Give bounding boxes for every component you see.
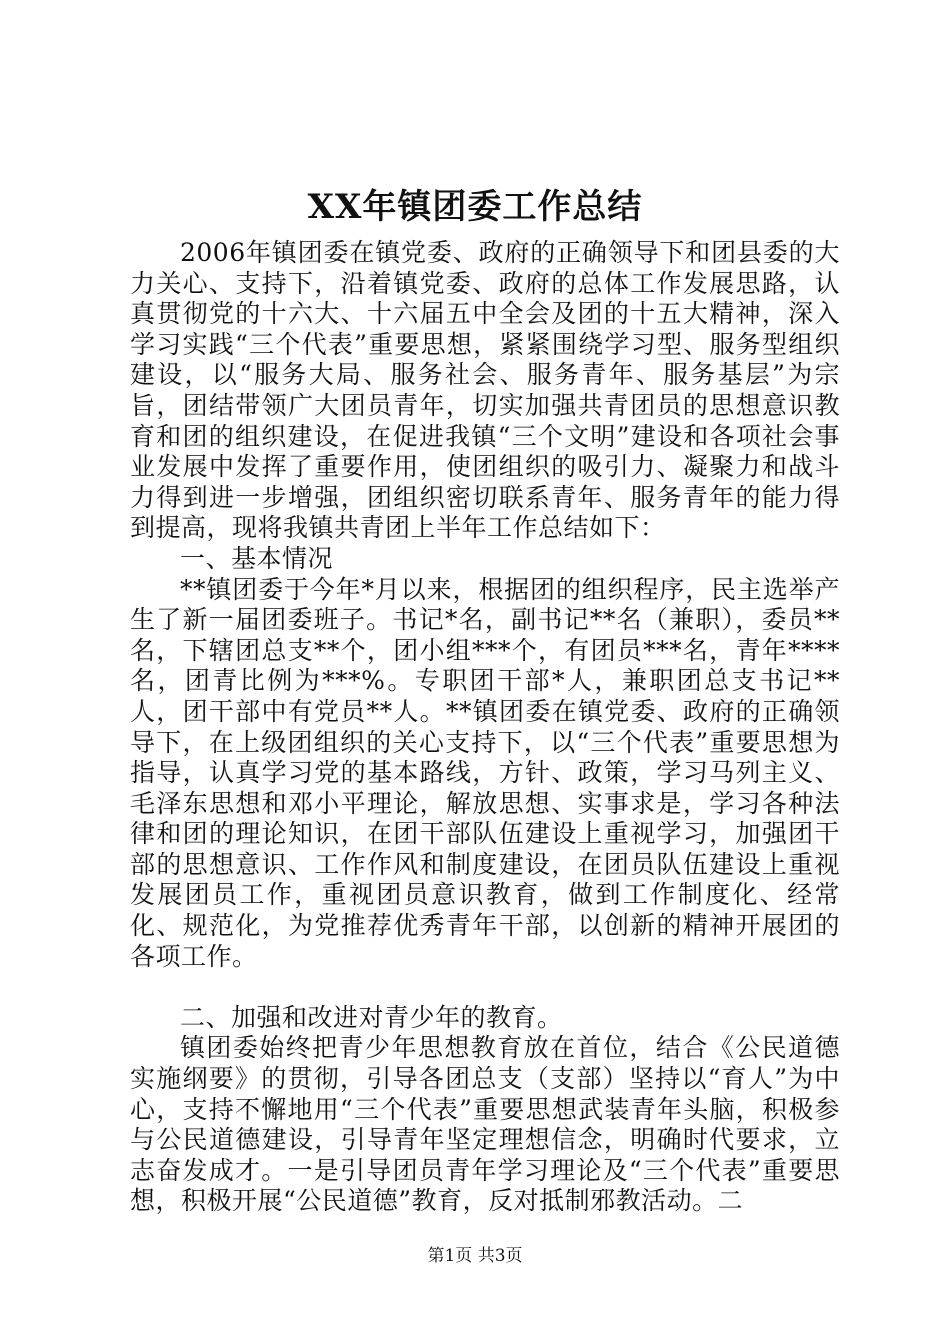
paragraph-intro: 2006年镇团委在镇党委、政府的正确领导下和团县委的大力关心、支持下，沿着镇党委、政府的总体工作发展思路，认真贯彻党的十六大、十六届五中全会及团的十五大精神，深入学习实践“三个代表”重要思想，紧紧围绕学习型、服务型组织建设，以“服务大局、服务社会、服务青年、服务基层”为宗旨，团结带领广大团员青年，切实加强共青团员的思想意识教育和团的组织建设，在促进我镇“三个文明”建设和各项社会事业发展中发挥了重要作用，使团组织的吸引力、凝聚力和战斗力得到进一步增强，团组织密切联系青年、服务青年的能力得到提高，现将我镇共青团上半年工作总结如下：	[130, 238, 840, 543]
document-title: XX年镇团委工作总结	[307, 187, 643, 227]
paragraph-youth-education: 镇团委始终把青少年思想教育放在首位，结合《公民道德实施纲要》的贯彻，引导各团总支（支部）坚持以“育人”为中心，支持不懈地用“三个代表”重要思想武装青年头脑，积极参与公民道德建设，引导青年坚定理想信念，明确时代要求，立志奋发成才。一是引导团员青年学习理论及“三个代表”重要思想，积极开展“公民道德”教育，反对抵制邪教活动。二	[130, 1033, 840, 1216]
paragraph-basic-situation: **镇团委于今年*月以来，根据团的组织程序，民主选举产生了新一届团委班子。书记*名，副书记**名（兼职），委员**名，下辖团总支**个，团小组***个，有团员***名，青年****名，团青比例为***%。专职团干部*人，兼职团总支书记**人，团干部中有党员**人。**镇团委在镇党委、政府的正确领导下，在上级团组织的关心支持下，以“三个代表”重要思想为指导，认真学习党的基本路线，方针、政策，学习马列主义、毛泽东思想和邓小平理论，解放思想、实事求是，学习各种法律和团的理论知识，在团干部队伍建设上重视学习，加强团干部的思想意识、工作作风和制度建设，在团员队伍建设上重视发展团员工作，重视团员意识教育，做到工作制度化、经常化、规范化，为党推荐优秀青年干部，以创新的精神开展团的各项工作。	[130, 574, 840, 971]
document-body	[130, 238, 840, 1217]
section-heading-youth-education: 二、加强和改进对青少年的教育。	[180, 1002, 563, 1032]
page-footer: 第1页 共3页	[427, 1246, 523, 1266]
section-heading-basic-situation: 一、基本情况	[180, 543, 334, 573]
